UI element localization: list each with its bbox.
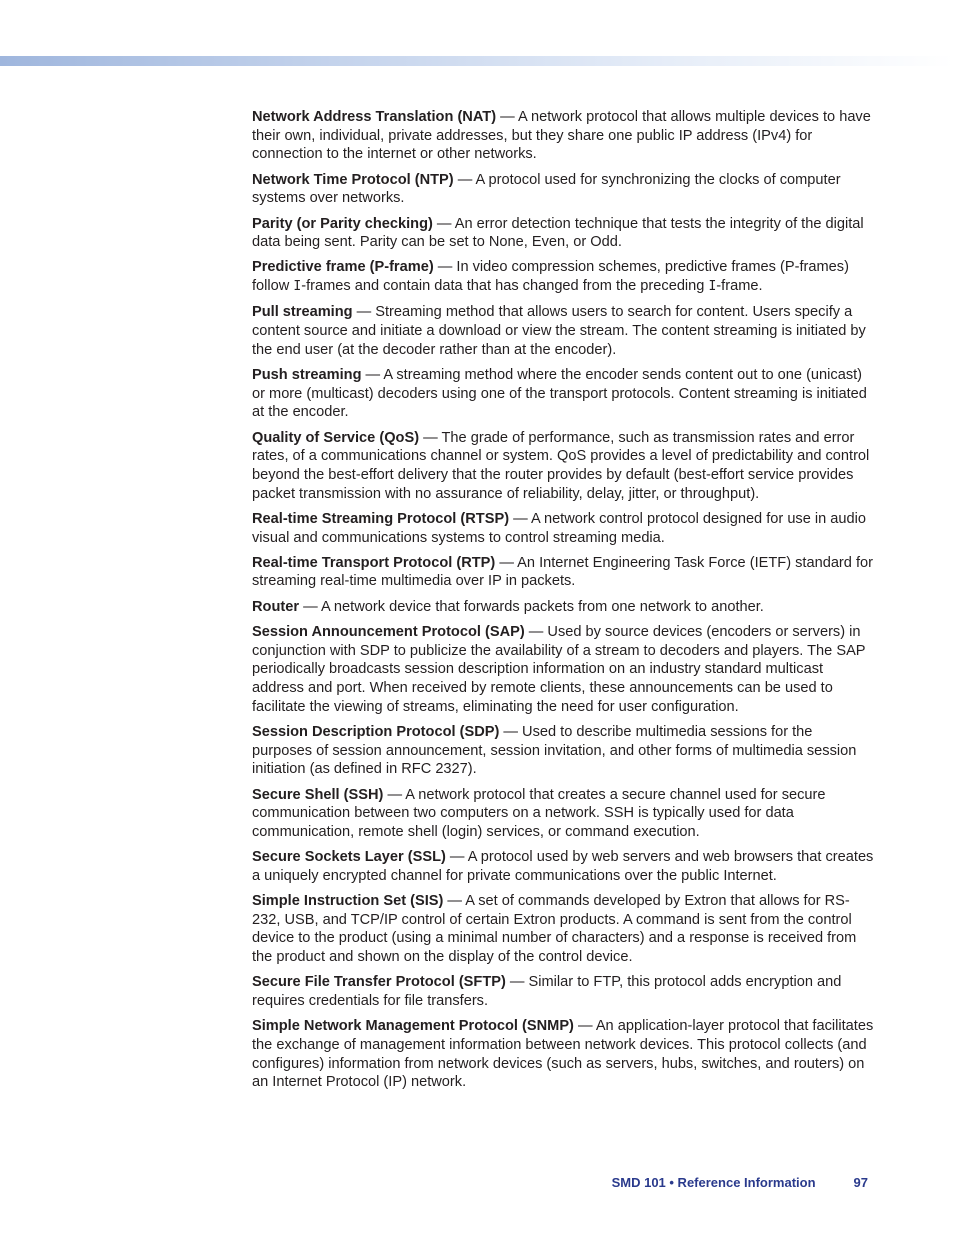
glossary-entry-rtp — [252, 554, 874, 591]
glossary-term: Simple Network Management Protocol (SNMP) — [252, 1018, 574, 1035]
header-gradient-bar — [0, 56, 954, 66]
glossary-term: Predictive frame (P-frame) — [252, 259, 434, 276]
term-separator: — — [299, 598, 321, 615]
glossary-entry-p-frame — [252, 258, 874, 296]
glossary-term: Secure File Transfer Protocol (SFTP) — [252, 974, 506, 991]
glossary-entry-sis — [252, 892, 874, 967]
glossary-definition: A streaming method where the encoder sends content out to one (unicast) or more (multicast) decoders using one of the transport protocols. Content streaming is initiated at the encoder. — [252, 366, 867, 421]
term-separator: — — [495, 554, 518, 571]
term-separator: — — [524, 623, 548, 640]
glossary-entry-ssh — [252, 786, 874, 842]
glossary-definition: An error detection technique that tests the integrity of the digital data being sent. Parity can be set to None, Even, or Odd. — [252, 215, 864, 251]
page-footer — [612, 1175, 868, 1190]
glossary-entry-sftp — [252, 973, 874, 1010]
glossary-definition: A protocol used by web servers and web browsers that creates a uniquely encrypted channel for private communications over the public Internet. — [252, 849, 874, 884]
code-frame-label: I — [293, 279, 302, 295]
glossary-term: Network Address Translation (NAT) — [252, 109, 497, 125]
glossary-term: Network Time Protocol (NTP) — [252, 171, 454, 188]
term-separator: — — [433, 259, 457, 276]
term-separator: — — [443, 893, 466, 910]
glossary-definition: An Internet Engineering Task Force (IETF) standard for streaming real-time multimedia over IP in packets. — [252, 554, 873, 590]
glossary-term: Secure Shell (SSH) — [252, 786, 384, 803]
term-separator: — — [445, 849, 468, 866]
glossary-list — [252, 108, 874, 1099]
glossary-entry-push-streaming — [252, 366, 874, 422]
glossary-definition: Streaming method that allows users to search for content. Users specify a content source and initiate a download or view the stream. The content streaming is initiated by the end user (at the decoder rather than at the encoder). — [252, 304, 866, 358]
glossary-entry-sap — [252, 623, 874, 717]
glossary-entry-parity — [252, 215, 874, 252]
glossary-definition: An application-layer protocol that facilitates the exchange of management information between network devices. This protocol collects (and configures) information from network devices (such as servers, hubs, switches, and routers) on an Internet Protocol (IP) network. — [252, 1018, 874, 1091]
term-separator: — — [573, 1018, 596, 1035]
glossary-definition: A network protocol that allows multiple devices to have their own, individual, private addresses, but they share one public IP address (IPv4) for connection to the internet or other networks. — [252, 109, 871, 163]
glossary-definition: A network device that forwards packets from one network to another. — [320, 598, 764, 615]
glossary-term: Simple Instruction Set (SIS) — [252, 893, 444, 910]
glossary-definition: A set of commands developed by Extron that allows for RS-232, USB, and TCP/IP control of certain Extron products. A command is sent from the control device to the product (using a minimal number of characters) and a response is received from the product and shown on the display of the control device. — [252, 893, 857, 966]
glossary-term: Router — [252, 598, 300, 615]
term-separator: — — [352, 304, 376, 321]
glossary-definition-part: In video compression schemes, predictive frames (P-frames) follow — [252, 259, 849, 295]
glossary-entry-qos — [252, 429, 874, 504]
term-separator: — — [505, 974, 529, 991]
glossary-definition: Used by source devices (encoders or servers) in conjunction with SDP to publicize the availability of a stream to decoders and players. The SAP periodically broadcasts session description information on an industry standard multicast address and port. When received by remote clients, these announcements can be used to facilitate the viewing of streams, eliminating the need for user configuration. — [252, 623, 866, 715]
glossary-term: Secure Sockets Layer (SSL) — [252, 849, 446, 866]
term-separator: — — [432, 215, 455, 232]
glossary-definition: A network control protocol designed for use in audio visual and communications systems to control streaming media. — [252, 510, 867, 546]
term-separator: — — [499, 723, 523, 740]
glossary-definition: Used to describe multimedia sessions for the purposes of session announcement, session invitation, and other forms of multimedia session initiation (as defined in RFC 2327). — [252, 723, 857, 778]
glossary-term: Session Announcement Protocol (SAP) — [252, 623, 525, 640]
glossary-definition: A protocol used for synchronizing the clocks of computer systems over networks. — [252, 171, 841, 207]
glossary-term: Real-time Transport Protocol (RTP) — [252, 554, 496, 571]
glossary-entry-ntp — [252, 171, 874, 208]
term-separator: — — [509, 510, 531, 527]
page-number: 97 — [853, 1175, 868, 1190]
glossary-definition-part: -frame. — [716, 278, 763, 295]
glossary-term: Push streaming — [252, 366, 362, 383]
code-frame-label: I — [708, 279, 717, 295]
glossary-entry-rtsp — [252, 510, 874, 547]
glossary-entry-router — [252, 598, 874, 617]
footer-title: SMD 101 • Reference Information — [611, 1175, 816, 1190]
term-separator: — — [361, 366, 384, 383]
glossary-term: Parity (or Parity checking) — [252, 215, 433, 232]
glossary-term: Quality of Service (QoS) — [252, 429, 420, 446]
glossary-entry-nat — [252, 108, 874, 164]
glossary-term: Session Description Protocol (SDP) — [252, 723, 500, 740]
glossary-entry-snmp — [252, 1017, 874, 1092]
term-separator: — — [383, 786, 406, 803]
glossary-definition: A network protocol that creates a secure channel used for secure communication between two computers on a network. SSH is typically used for data communication, remote shell (login) services, or command execution. — [252, 786, 826, 840]
glossary-term: Real-time Streaming Protocol (RTSP) — [252, 510, 510, 527]
term-separator: — — [419, 429, 442, 446]
term-separator: — — [453, 171, 476, 188]
term-separator: — — [496, 109, 518, 125]
glossary-entry-pull-streaming — [252, 303, 874, 359]
glossary-entry-sdp — [252, 723, 874, 779]
glossary-definition-part: -frames and contain data that has changed from the preceding — [301, 278, 709, 295]
glossary-entry-ssl — [252, 848, 874, 885]
glossary-term: Pull streaming — [252, 304, 353, 321]
glossary-definition: Similar to FTP, this protocol adds encryption and requires credentials for file transfers. — [252, 974, 842, 1010]
glossary-definition: The grade of performance, such as transmission rates and error rates, of a communications channel or system. QoS provides a level of predictability and control beyond the best-effort delivery that the router provides by default (best-effort service provides packet transmission with no assurance of reliability, delay, jitter, or throughput). — [252, 429, 870, 502]
